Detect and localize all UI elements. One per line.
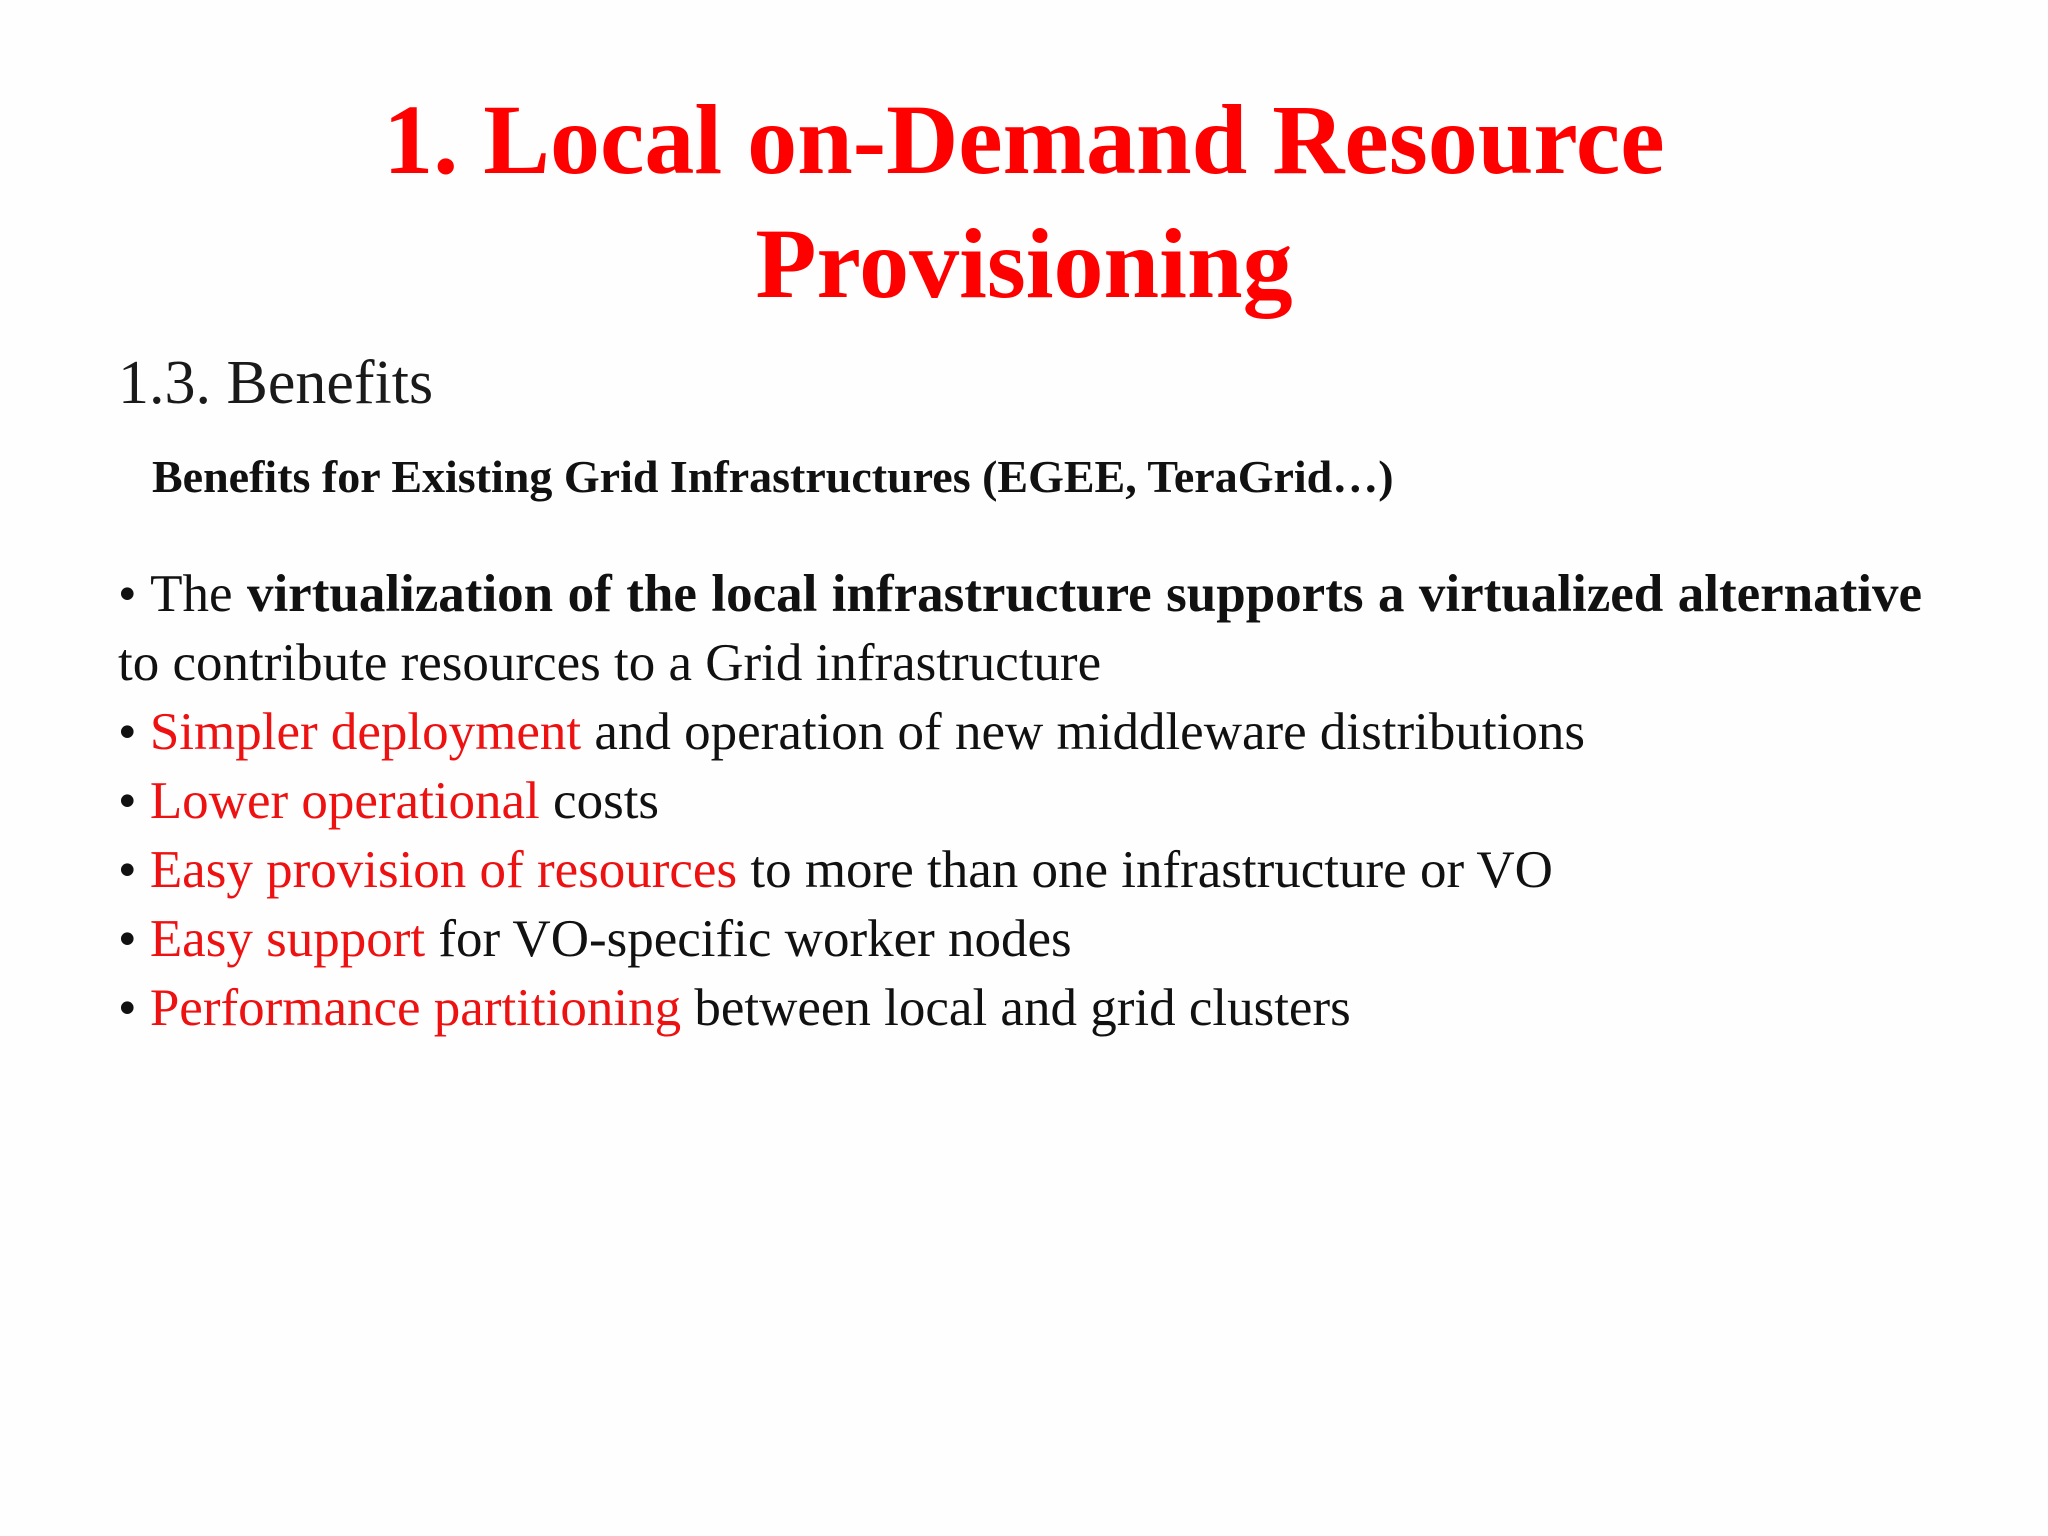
benefit-highlight: Simpler deployment (149, 703, 582, 761)
bullet-glyph: • (118, 910, 137, 968)
bullet-glyph: • (118, 772, 137, 830)
section-heading: 1.3. Benefits (118, 349, 434, 417)
benefits-list (118, 560, 1922, 1043)
benefit-highlight: Easy provision of resources (149, 841, 738, 899)
benefit-item-easy-support (118, 905, 1922, 974)
bullet-glyph: • (118, 565, 137, 623)
benefit-prefix: The (150, 565, 233, 623)
benefit-rest-text: for VO-specific worker nodes (438, 910, 1072, 968)
benefit-item-simpler-deployment (118, 698, 1922, 767)
benefit-rest-text: and operation of new middleware distributions (594, 703, 1585, 761)
bullet-glyph: • (118, 979, 137, 1037)
slide-title-line-1: 1. Local on-Demand Resource (383, 84, 1665, 195)
benefit-item-performance-partitioning (118, 974, 1922, 1043)
slide-title (0, 78, 2048, 326)
benefit-rest-text: to more than one infrastructure or VO (750, 841, 1553, 899)
subheading: Benefits for Existing Grid Infrastructures (EGEE, TeraGrid…) (152, 451, 1394, 502)
slide-title-line-2: Provisioning (755, 208, 1293, 319)
benefit-bold-text: virtualization of the local infrastructure supports a virtualized alternative (246, 565, 1923, 623)
bullet-glyph: • (118, 703, 137, 761)
benefit-rest-text: to contribute resources to a Grid infrastructure (118, 634, 1102, 692)
benefit-highlight: Lower operational (149, 772, 540, 830)
benefit-item-virtualization (118, 560, 1922, 698)
bullet-glyph: • (118, 841, 137, 899)
benefit-highlight: Easy support (149, 910, 426, 968)
benefit-item-lower-costs (118, 767, 1922, 836)
benefit-highlight: Performance partitioning (149, 979, 682, 1037)
benefit-rest-text: between local and grid clusters (694, 979, 1351, 1037)
benefit-rest-text: costs (553, 772, 660, 830)
benefit-item-easy-provision (118, 836, 1922, 905)
